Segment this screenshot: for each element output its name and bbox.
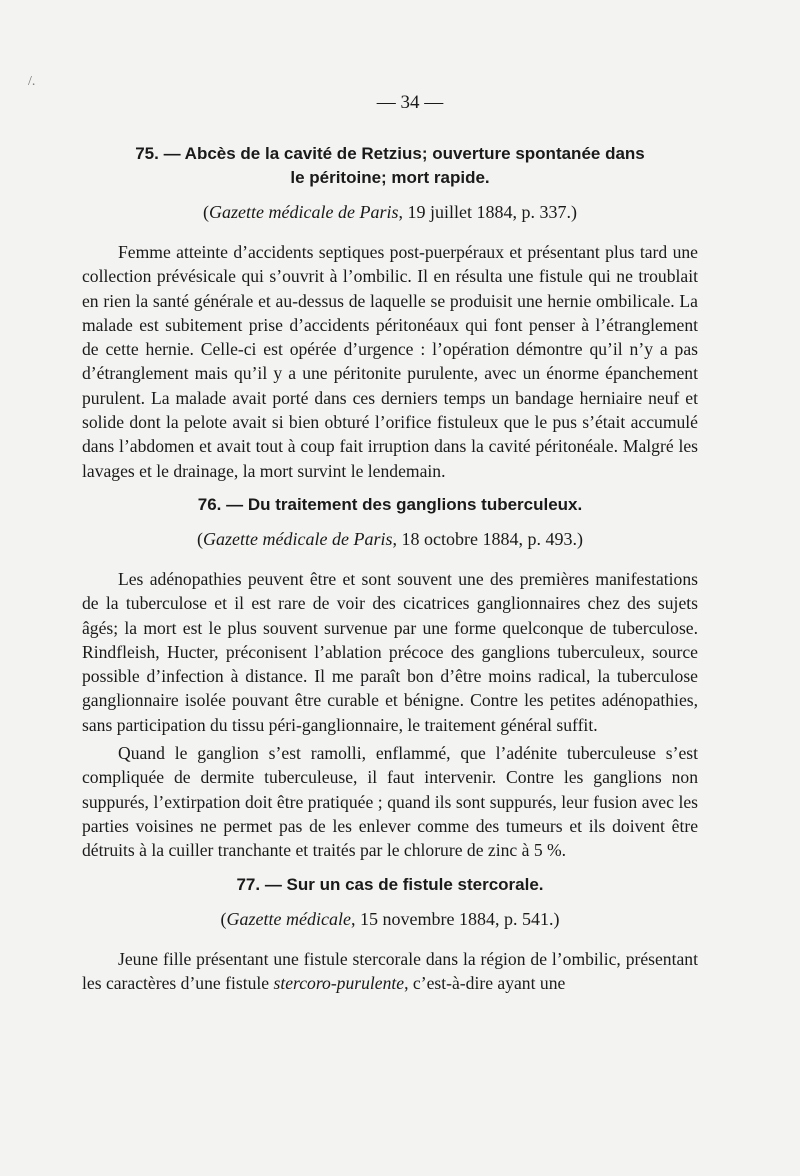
- section-76: [82, 493, 698, 863]
- section-title: 76. — Du traitement des ganglions tuberculeux.: [197, 494, 583, 514]
- journal-name: Gazette médicale: [226, 908, 351, 929]
- section-title-line: le péritoine; mort rapide.: [290, 168, 490, 187]
- section-title: 77. — Sur un cas de fistule stercorale.: [236, 874, 544, 894]
- page: [82, 92, 698, 995]
- paragraph-text: Jeune fille présentant une fistule stercorale dans la région de l’ombilic, présentant les caractères d’une fistule: [82, 948, 698, 993]
- paragraph-text: , c’est-à-dire ayant une: [404, 972, 566, 993]
- section-75: [82, 142, 698, 483]
- paragraph: Les adénopathies peuvent être et sont souvent une des premières manifestations de la tuberculose et il est rare de voir des cicatrices ganglionnaires chez des sujets âgés; la mort est le plus souvent survenue par une forme quelconque de tuberculose. Rindfleish, Hucter, préconisent l’ablation précoce des ganglions tuberculeux, source possible d’infection à distance. Il me paraît bon d’être moins radical, la tuberculose ganglionnaire isolée pouvant être curable et bénigne. Contre les petites adénopathies, sans participation du tissu péri-ganglionnaire, le traitement général suffit.: [82, 568, 698, 735]
- citation-details: , 19 juillet 1884, p. 337.): [398, 202, 577, 222]
- paragraph-emphasis: stercoro-purulente: [273, 972, 405, 993]
- source-citation: (Gazette médicale de Paris, 18 octobre 1884, p. 493.): [197, 528, 583, 549]
- citation-details: , 15 novembre 1884, p. 541.): [350, 908, 560, 929]
- source-citation: (Gazette médicale, 15 novembre 1884, p. 541.): [220, 908, 560, 929]
- citation-details: , 18 octobre 1884, p. 493.): [392, 528, 583, 549]
- margin-mark: /.: [28, 74, 36, 89]
- section-title-line: 75. — Abcès de la cavité de Retzius; ouverture spontanée dans: [135, 144, 645, 163]
- paragraph: [82, 947, 698, 996]
- section-title: [82, 142, 698, 190]
- section-77: [82, 873, 698, 996]
- source-citation: (Gazette médicale de Paris, 19 juillet 1884, p. 337.): [203, 202, 577, 222]
- page-number: — 34 —: [376, 92, 444, 113]
- paragraph: Quand le ganglion s’est ramolli, enflammé, que l’adénite tuberculeuse s’est compliquée de dermite tuberculeuse, il faut intervenir. Contre les ganglions non suppurés, l’extirpation doit être pratiquée ; quand ils sont suppurés, leur fusion avec les parties voisines ne permet pas de les enlever comme des tumeurs et ils doivent être détruits à la cuiller tranchante et traités par le chlorure de zinc à 5 %.: [82, 743, 698, 861]
- paragraph: Femme atteinte d’accidents septiques post-puerpéraux et présentant plus tard une collection prévésicale qui s’ouvrit à l’ombilic. Il en résulta une fistule qui ne troublait en rien la santé générale et au-dessus de laquelle se produisit une hernie ombilicale. La malade est subitement prise d’accidents péritonéaux qui font penser à l’étranglement de cette hernie. Celle-ci est opérée d’urgence : l’opération démontre qu’il n’y a pas d’étranglement mais qu’il y a une péritonite purulente, avec un énorme épanchement purulent. La malade avait porté dans ces derniers temps un bandage herniaire neuf et solide dont la pelote avait si bien obturé l’orifice fistuleux que le pus s’était accumulé dans l’abdomen et avait tout à coup fait irruption dans la cavité péritonéale. Malgré les lavages et le drainage, la mort survint le lendemain.: [82, 242, 698, 481]
- journal-name: Gazette médicale de Paris: [203, 528, 393, 549]
- journal-name: Gazette médicale de Paris: [209, 202, 399, 222]
